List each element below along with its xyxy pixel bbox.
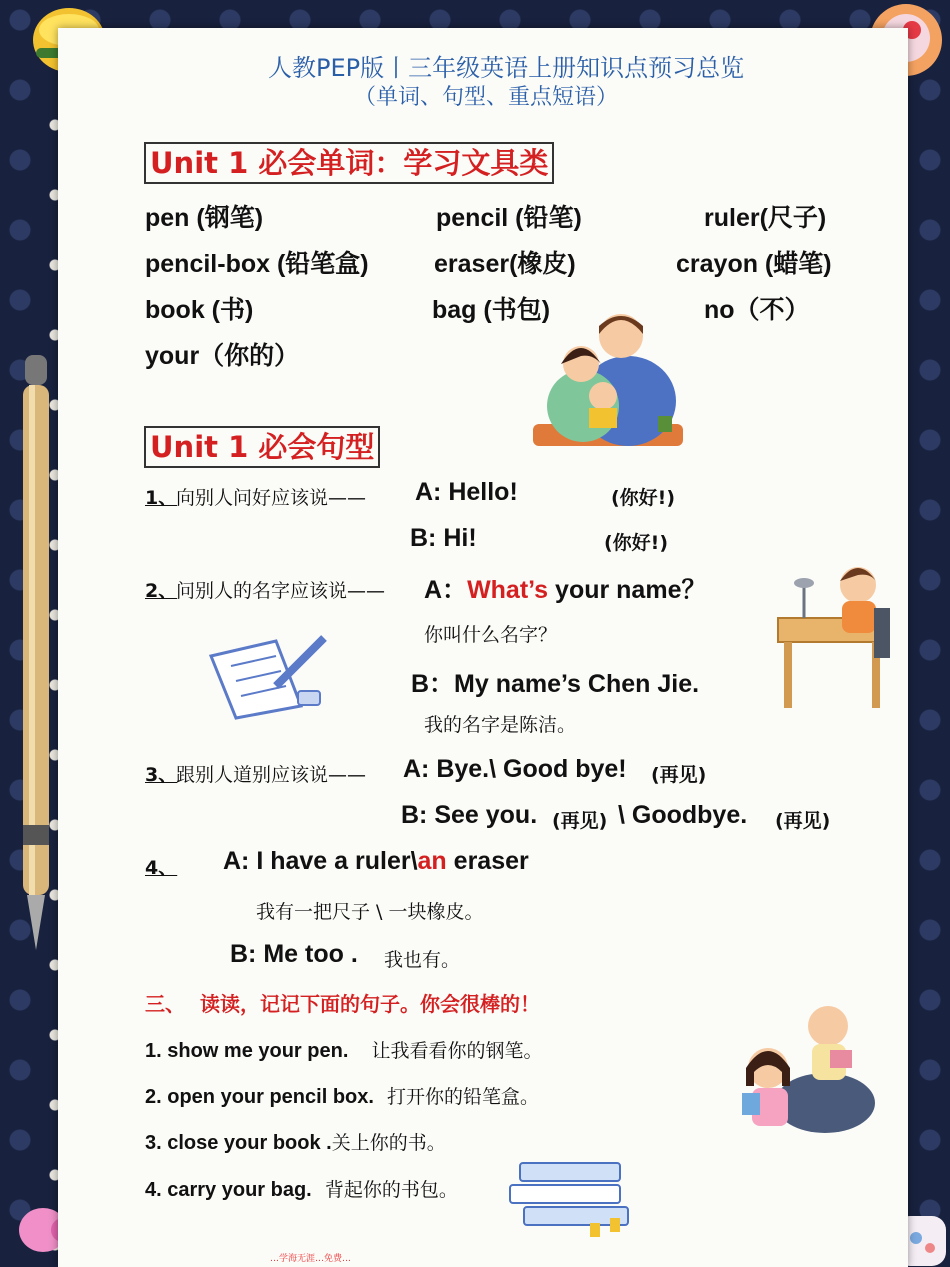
phrase-item xyxy=(145,1175,458,1202)
dialog-translation: 你叫什么名字？ xyxy=(424,624,558,646)
highlight-word: What’s xyxy=(467,576,549,604)
highlight-word: an xyxy=(417,847,447,875)
phrase-cn: 背起你的书包。 xyxy=(324,1179,458,1201)
word-item: eraser(橡皮) xyxy=(434,250,576,278)
phrase-item xyxy=(145,1128,446,1155)
word-item: crayon (蜡笔) xyxy=(676,250,832,278)
sentence-prompt: 向别人问好应该说—— xyxy=(176,487,367,509)
boy-at-desk-illustration xyxy=(776,563,896,713)
dialog-line-b: B: See you. xyxy=(401,801,538,829)
section-heading-sentences xyxy=(144,426,380,468)
phrase-cn: 打开你的铅笔盒。 xyxy=(387,1086,540,1108)
dialog-translation: 我的名字是陈洁。 xyxy=(424,714,577,736)
section-heading-words-text: Unit 1 必会单词：学习文具类 xyxy=(150,146,549,180)
dialog-line-b: B: Hi! xyxy=(410,524,477,552)
dialog-line-a xyxy=(424,570,706,606)
section-heading-sentences-text: Unit 1 必会句型 xyxy=(150,430,375,464)
dialog-translation: (再见) xyxy=(775,810,831,832)
family-reading-illustration xyxy=(533,306,693,451)
page-title: 人教PEP版丨三年级英语上册知识点预习总览 xyxy=(268,54,745,82)
section-heading-words xyxy=(144,142,554,184)
word-item: ruler(尺子) xyxy=(704,204,827,232)
dialog-line-b: B：My name’s Chen Jie. xyxy=(411,670,700,698)
section3-heading: 读读，记记下面的句子。你会很棒的！ xyxy=(200,992,540,1016)
dialog-line-b: B: Me too . xyxy=(230,940,358,968)
notebook-pencil-illustration xyxy=(206,626,331,721)
word-item: pencil-box (铅笔盒) xyxy=(145,250,369,278)
dialog-rest: your name？ xyxy=(548,576,707,604)
kids-reading-illustration xyxy=(730,978,880,1138)
phrase-en: 4. carry your bag. xyxy=(145,1179,312,1201)
worksheet-paper xyxy=(58,28,908,1267)
dialog-translation: (你好!) xyxy=(611,487,676,509)
dialog-line-b-alt: \ Goodbye. xyxy=(618,801,748,829)
dialog-translation: (再见) xyxy=(552,810,608,832)
phrase-item xyxy=(145,1082,539,1109)
word-item: book (书) xyxy=(145,296,254,324)
word-item: your（你的） xyxy=(145,342,300,370)
dialog-line-a xyxy=(223,847,529,876)
dialog-translation: (你好!) xyxy=(604,532,669,554)
phrase-en: 2. open your pencil box. xyxy=(145,1086,374,1108)
phrase-en: 1. show me your pen. xyxy=(145,1040,349,1062)
book-stack-illustration xyxy=(500,1143,650,1241)
section3-number: 三、 xyxy=(145,992,185,1016)
phrase-cn: 关上你的书。 xyxy=(331,1132,446,1154)
dialog-translation: 我也有。 xyxy=(384,949,461,971)
dialog-line-a: A: Bye.\ Good bye! xyxy=(403,755,627,783)
dialog-line-a: A: Hello! xyxy=(415,478,518,506)
pen-icon xyxy=(15,355,57,955)
footer-watermark: …学海无涯…免费… xyxy=(270,1254,352,1264)
dialog-prefix: A: I have a ruler\ xyxy=(223,847,418,875)
phrase-item xyxy=(145,1036,543,1063)
page-subtitle: （单词、句型、重点短语） xyxy=(354,85,619,110)
sentence-prompt: 跟别人道别应该说—— xyxy=(176,764,367,786)
dialog-translation: (再见) xyxy=(651,764,707,786)
phrase-en: 3. close your book . xyxy=(145,1132,332,1154)
dialog-translation: 我有一把尺子 \ 一块橡皮。 xyxy=(256,901,484,923)
sentence-number: 3、 xyxy=(145,764,178,786)
word-item: pen (钢笔) xyxy=(145,204,264,232)
dialog-rest: eraser xyxy=(446,847,529,875)
sentence-number: 1、 xyxy=(145,487,178,509)
sentence-number: 4、 xyxy=(145,857,178,879)
sentence-number: 2、 xyxy=(145,580,178,602)
word-item: no（不） xyxy=(704,296,810,324)
phrase-cn: 让我看看你的钢笔。 xyxy=(371,1040,543,1062)
sentence-prompt: 问别人的名字应该说—— xyxy=(176,580,386,602)
word-item: pencil (铅笔) xyxy=(436,204,582,232)
dialog-prefix: A： xyxy=(424,576,468,604)
word-item: bag (书包) xyxy=(432,296,551,324)
